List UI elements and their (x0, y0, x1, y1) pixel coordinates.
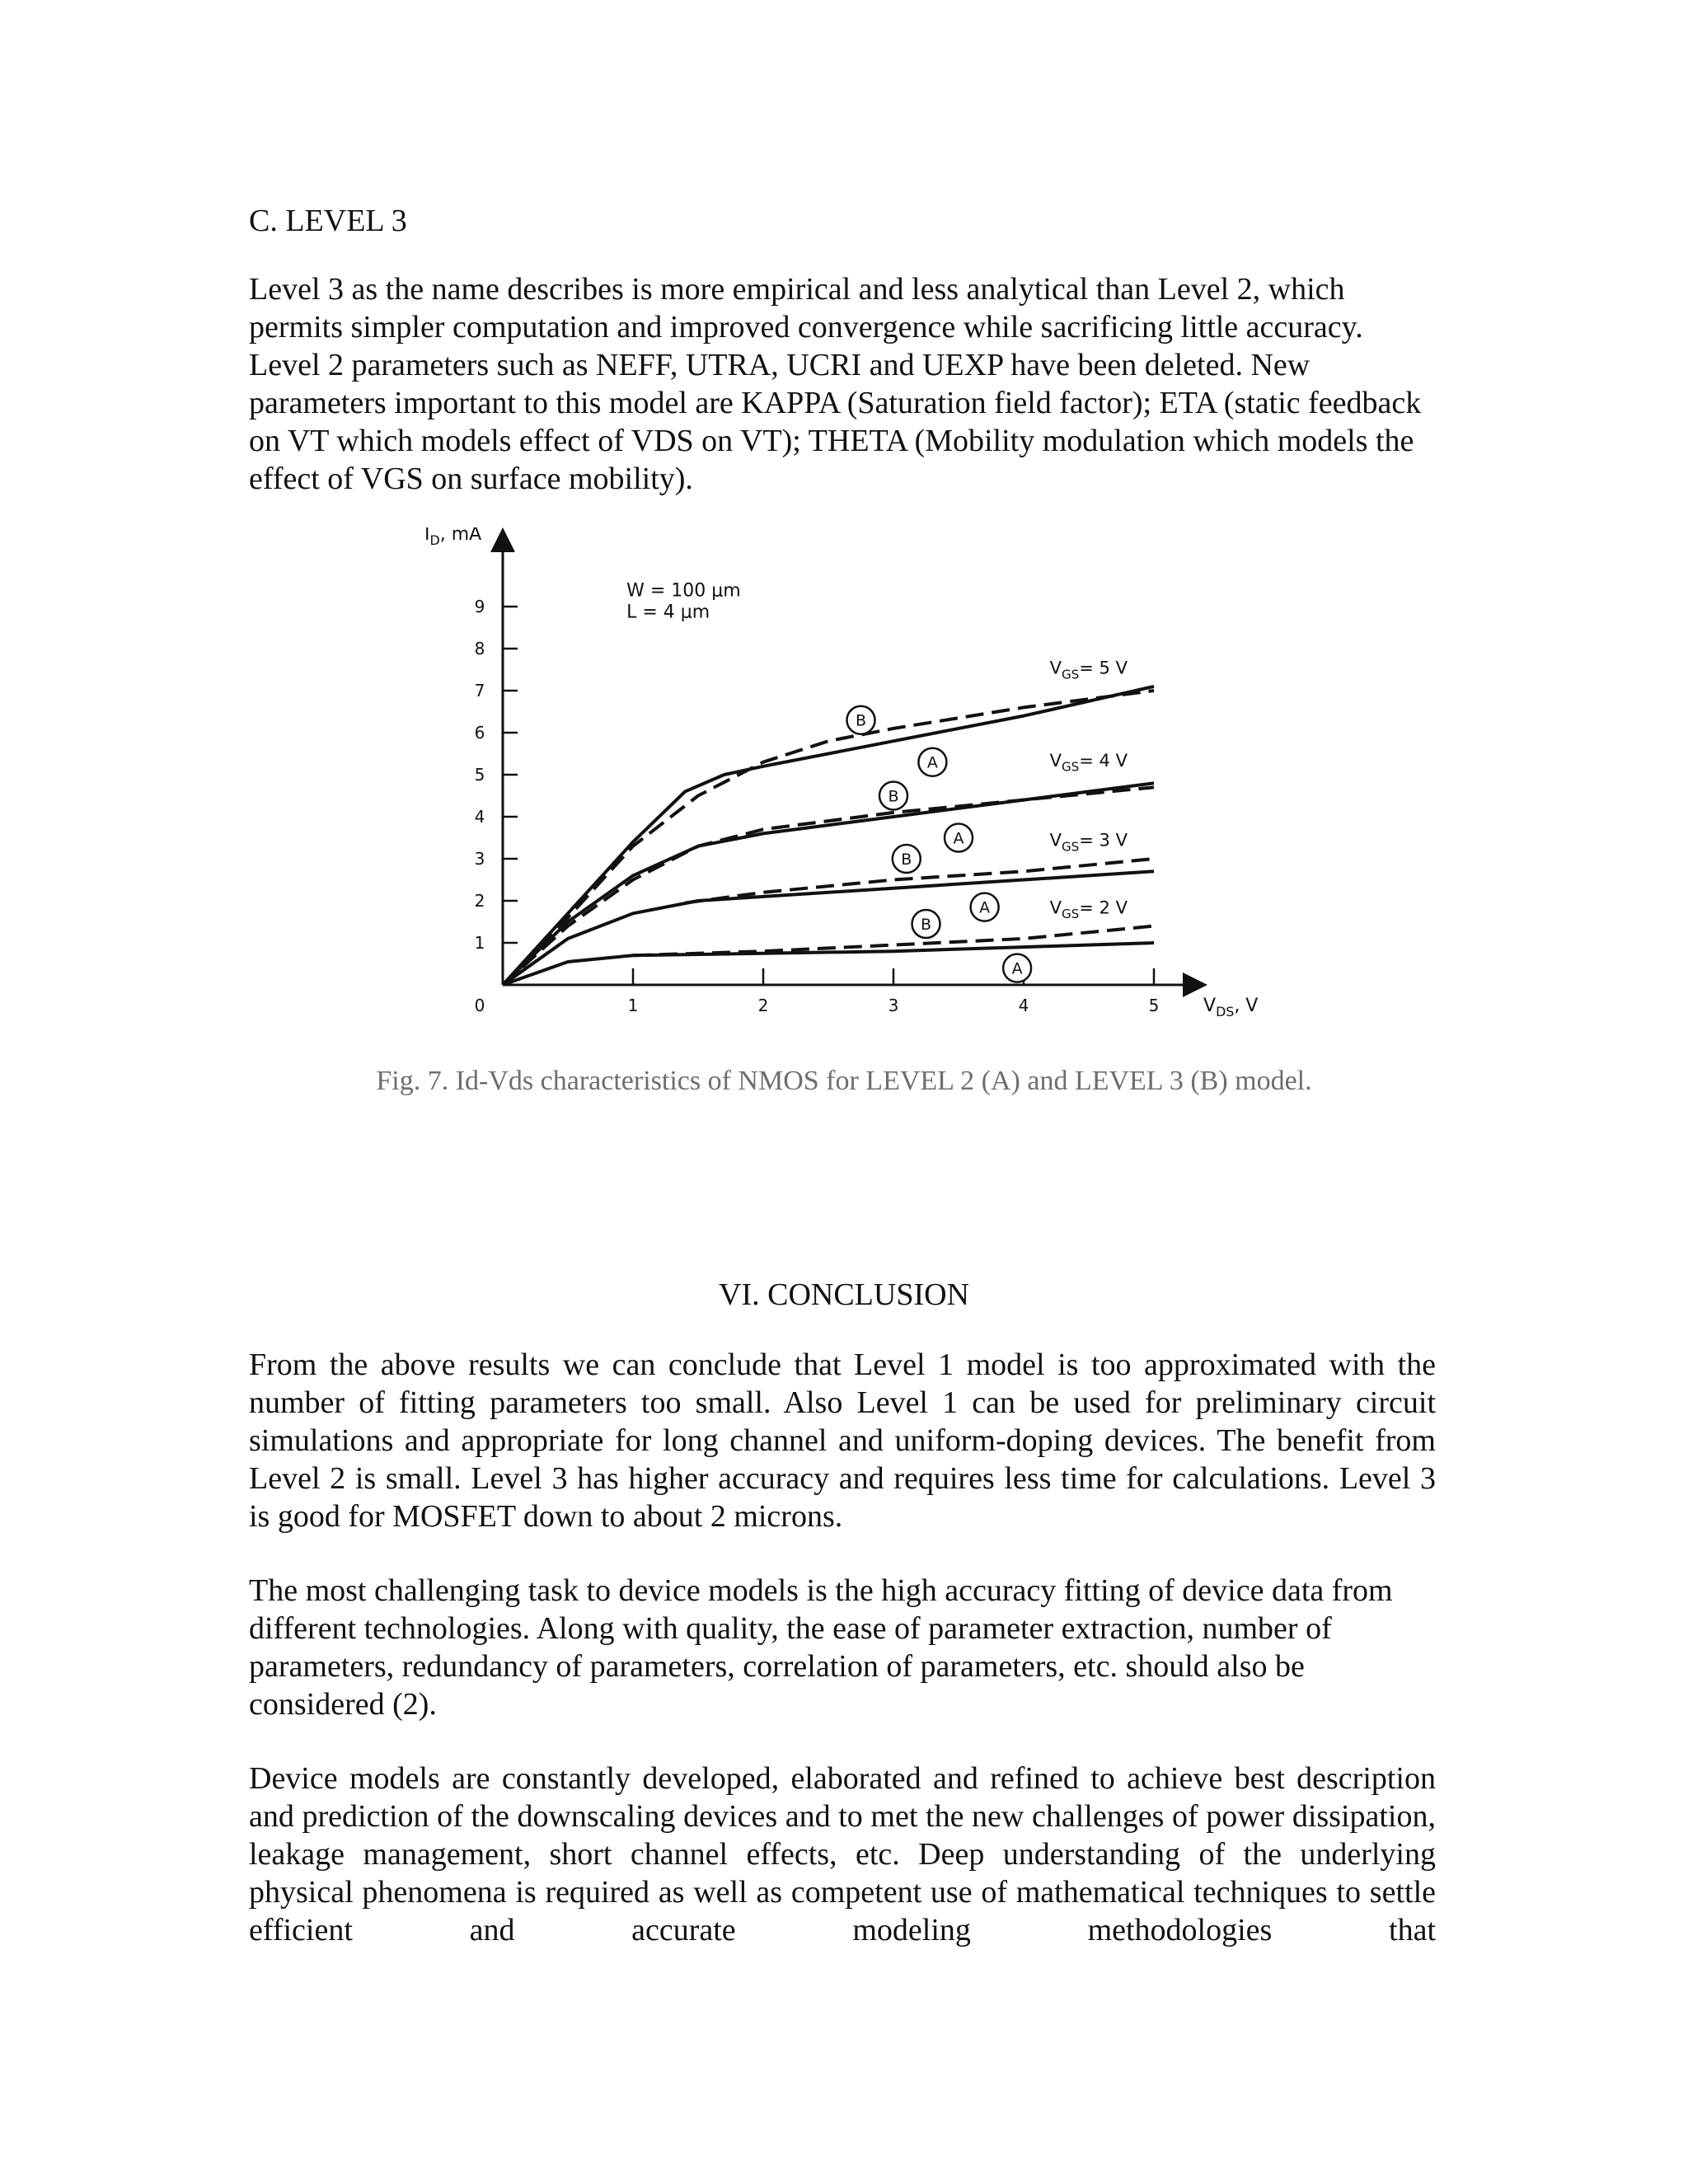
x-tick-label: 4 (1018, 996, 1029, 1015)
marker-letter: B (901, 851, 912, 869)
x-tick-label: 1 (627, 996, 639, 1015)
y-tick-label: 3 (474, 849, 485, 869)
origin-label: 0 (474, 996, 485, 1015)
vgs-label: $V_{GS}= 2$ V (1049, 898, 1128, 922)
size-annotation: W = 100 μm (626, 580, 741, 602)
marker-letter: A (953, 829, 964, 848)
vgs-label: $V_{GS}= 5$ V (1049, 658, 1128, 682)
x-tick-label: 3 (888, 996, 899, 1015)
y-tick-label: 9 (474, 597, 485, 616)
y-tick-label: 7 (474, 681, 485, 701)
figure-caption: Fig. 7. Id-Vds characteristics of NMOS for LEVEL 2 (A) and LEVEL 3 (B) model. (376, 1066, 1312, 1096)
marker-letter: B (855, 711, 867, 730)
conclusion-heading: VI. CONCLUSION (719, 1277, 969, 1312)
size-annotation: L = 4 μm (626, 602, 710, 623)
y-axis-label: $I_D$, mA (424, 527, 482, 549)
marker-letter: B (920, 916, 932, 935)
vgs-label: $V_{GS}= 3$ V (1049, 830, 1128, 855)
id-vds-chart (412, 527, 1286, 1022)
y-tick-label: 1 (474, 933, 485, 953)
marker-letter: A (926, 753, 938, 772)
marker-letter: A (979, 898, 991, 917)
y-tick-label: 6 (474, 723, 485, 743)
conclusion-paragraph-3: Device models are constantly developed, elaborated and refined to achieve best description and prediction of the downscaling devices and to met the new challenges of power dissipation, leakage management, short channel effects, etc. Deep understanding of the underlying physical phenomena is required as well as competent use of mathematical techniques to settle efficient and accurate modeling methodologies that (249, 1761, 1436, 1947)
x-axis-label: $V_{DS}$, V (1203, 996, 1259, 1020)
section-paragraph: Level 3 as the name describes is more empirical and less analytical than Level 2, which permits simpler computation and improved convergence while sacrificing little accuracy. Level 2 parameters such as NEFF, UTRA, UCRI and UEXP have been deleted. New parameters important to this model are KAPPA (Saturation field factor); ETA (static feedback on VT which models effect of VDS on VT); THETA (Mobility modulation which models the effect of VGS on surface mobility). (249, 272, 1422, 496)
vgs-label: $V_{GS}= 4$ V (1049, 750, 1128, 775)
marker-letter: B (888, 787, 899, 806)
curve-A-3V (503, 871, 1154, 985)
y-tick-label: 8 (474, 639, 485, 658)
conclusion-paragraph-2: The most challenging task to device models is the high accuracy fitting of device data from different technologies. Along with quality, the ease of parameter extraction, number of parameters, redundancy of parameters, correlation of parameters, etc. should also be considered (2). (249, 1573, 1393, 1722)
conclusion-paragraph-1: From the above results we can conclude that Level 1 model is too approximated with the number of fitting parameters too small. Also Level 1 can be used for preliminary circuit simulations and appropriate for long channel and uniform-doping devices. The benefit from Level 2 is small. Level 3 has higher accuracy and requires less time for calculations. Level 3 is good for MOSFET down to about 2 microns. (249, 1347, 1436, 1534)
x-tick-label: 5 (1148, 996, 1160, 1015)
y-tick-label: 5 (474, 765, 485, 785)
section-heading: C. LEVEL 3 (249, 204, 407, 238)
marker-letter: A (1011, 959, 1023, 978)
y-tick-label: 2 (474, 891, 485, 911)
x-tick-label: 2 (757, 996, 769, 1015)
y-tick-label: 4 (474, 807, 485, 827)
